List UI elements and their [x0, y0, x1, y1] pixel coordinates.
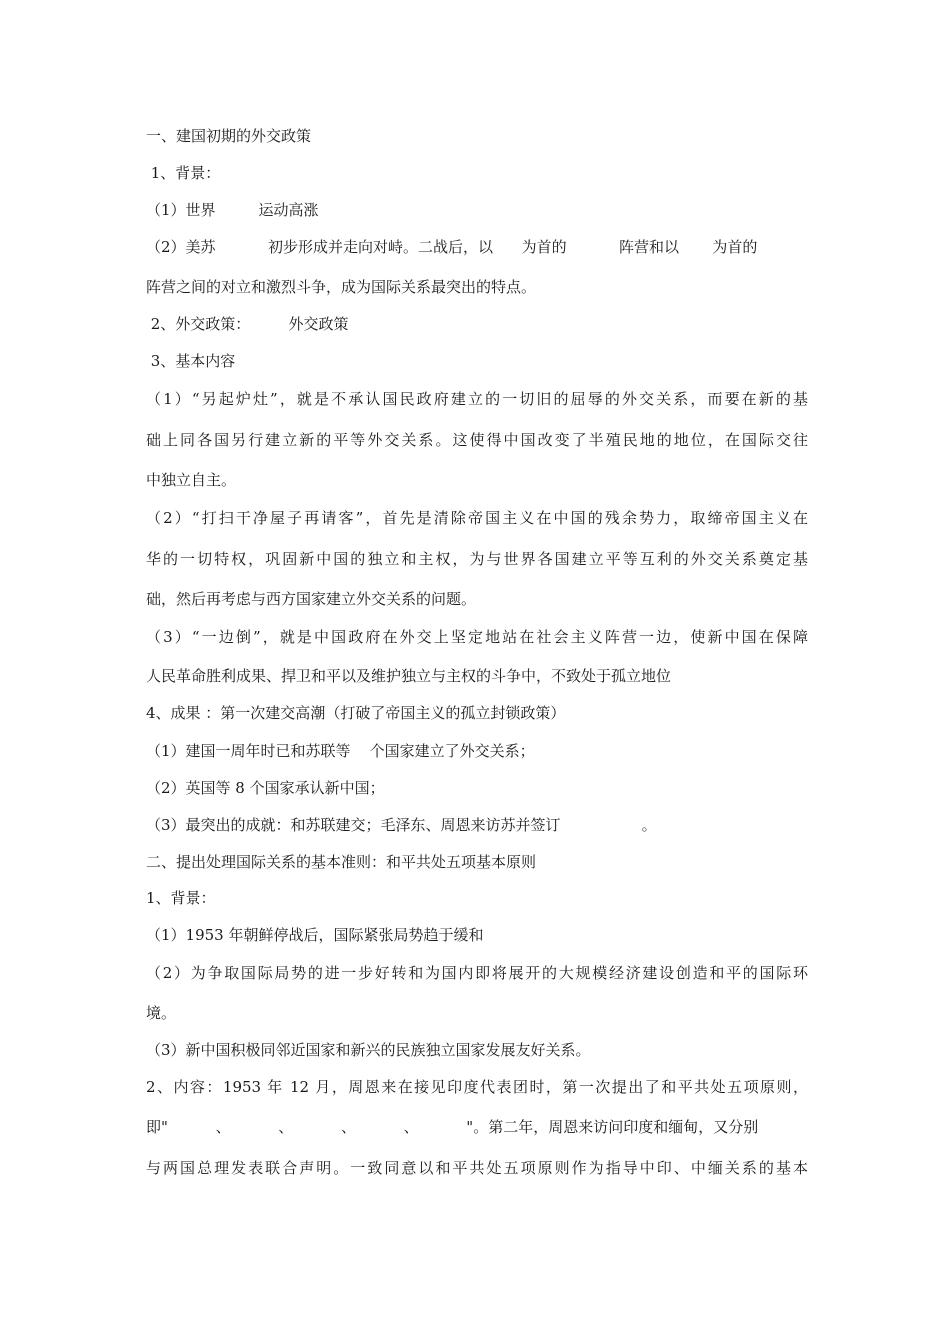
- subheading-background: 1、背景：: [146, 164, 221, 182]
- text-line: 与两国总理发表联合声明。一致同意以和平共处五项原则作为指导中印、中缅关系的基本: [146, 1159, 808, 1177]
- text-line: （2）美苏 初步形成并走向对峙。二战后，以 为首的 阵营和以 为首的: [146, 238, 758, 256]
- text-line: 础，然后再考虑与西方国家建立外交关系的问题。: [146, 590, 477, 608]
- text-line: （3）最突出的成就：和苏联建交；毛泽东、周恩来访苏并签订 。: [146, 816, 657, 834]
- subheading-content: 3、基本内容: [146, 352, 236, 370]
- text-line: （2）英国等 8 个国家承认新中国；: [146, 779, 385, 797]
- subheading-policy: 2、外交政策： 外交政策: [146, 315, 349, 333]
- section-heading-2: 二、提出处理国际关系的基本准则：和平共处五项基本原则: [146, 853, 537, 871]
- text-line: （2）为争取国际局势的进一步好转和为国内即将展开的大规模经济建设创造和平的国际环: [146, 964, 808, 982]
- text-line: 中独立自主。: [146, 471, 237, 489]
- subheading-content: 2、内容：1953 年 12 月，周恩来在接见印度代表团时，第一次提出了和平共处五项原则，: [146, 1078, 808, 1096]
- text-line: 华的一切特权，巩固新中国的独立和主权，为与世界各国建立平等互利的外交关系奠定基: [146, 550, 808, 568]
- section-heading-1: 一、建国初期的外交政策: [146, 127, 312, 145]
- text-line: （1）“另起炉灶”，就是不承认国民政府建立的一切旧的屈辱的外交关系，而要在新的基: [146, 390, 808, 408]
- text-line: 础上同各国另行建立新的平等外交关系。这使得中国改变了半殖民地的地位，在国际交往: [146, 431, 808, 449]
- text-line: 人民革命胜利成果、捍卫和平以及维护独立与主权的斗争中，不致处于孤立地位: [146, 667, 672, 685]
- text-line: （1）建国一周年时已和苏联等 个国家建立了外交关系；: [146, 742, 535, 760]
- text-line: （1）世界 运动高涨: [146, 201, 319, 219]
- text-line: 即" 、 、 、 、 "。第二年，周恩来访问印度和缅甸，又分别: [146, 1118, 759, 1136]
- text-line: 阵营之间的对立和激烈斗争，成为国际关系最突出的特点。: [146, 278, 537, 296]
- text-line: （1）1953 年朝鲜停战后，国际紧张局势趋于缓和: [146, 926, 484, 944]
- subheading-background: 1、背景：: [146, 889, 216, 907]
- text-line: 境。: [146, 1004, 177, 1022]
- text-line: （3）“一边倒”，就是中国政府在外交上坚定地站在社会主义阵营一边，使新中国在保障: [146, 628, 808, 646]
- text-line: （3）新中国积极同邻近国家和新兴的民族独立国家发展友好关系。: [146, 1041, 591, 1059]
- subheading-results: 4、成果 ：第一次建交高潮（打破了帝国主义的孤立封锁政策）: [146, 704, 566, 722]
- text-line: （2）“打扫干净屋子再请客”，首先是清除帝国主义在中国的残余势力，取缔帝国主义在: [146, 509, 808, 527]
